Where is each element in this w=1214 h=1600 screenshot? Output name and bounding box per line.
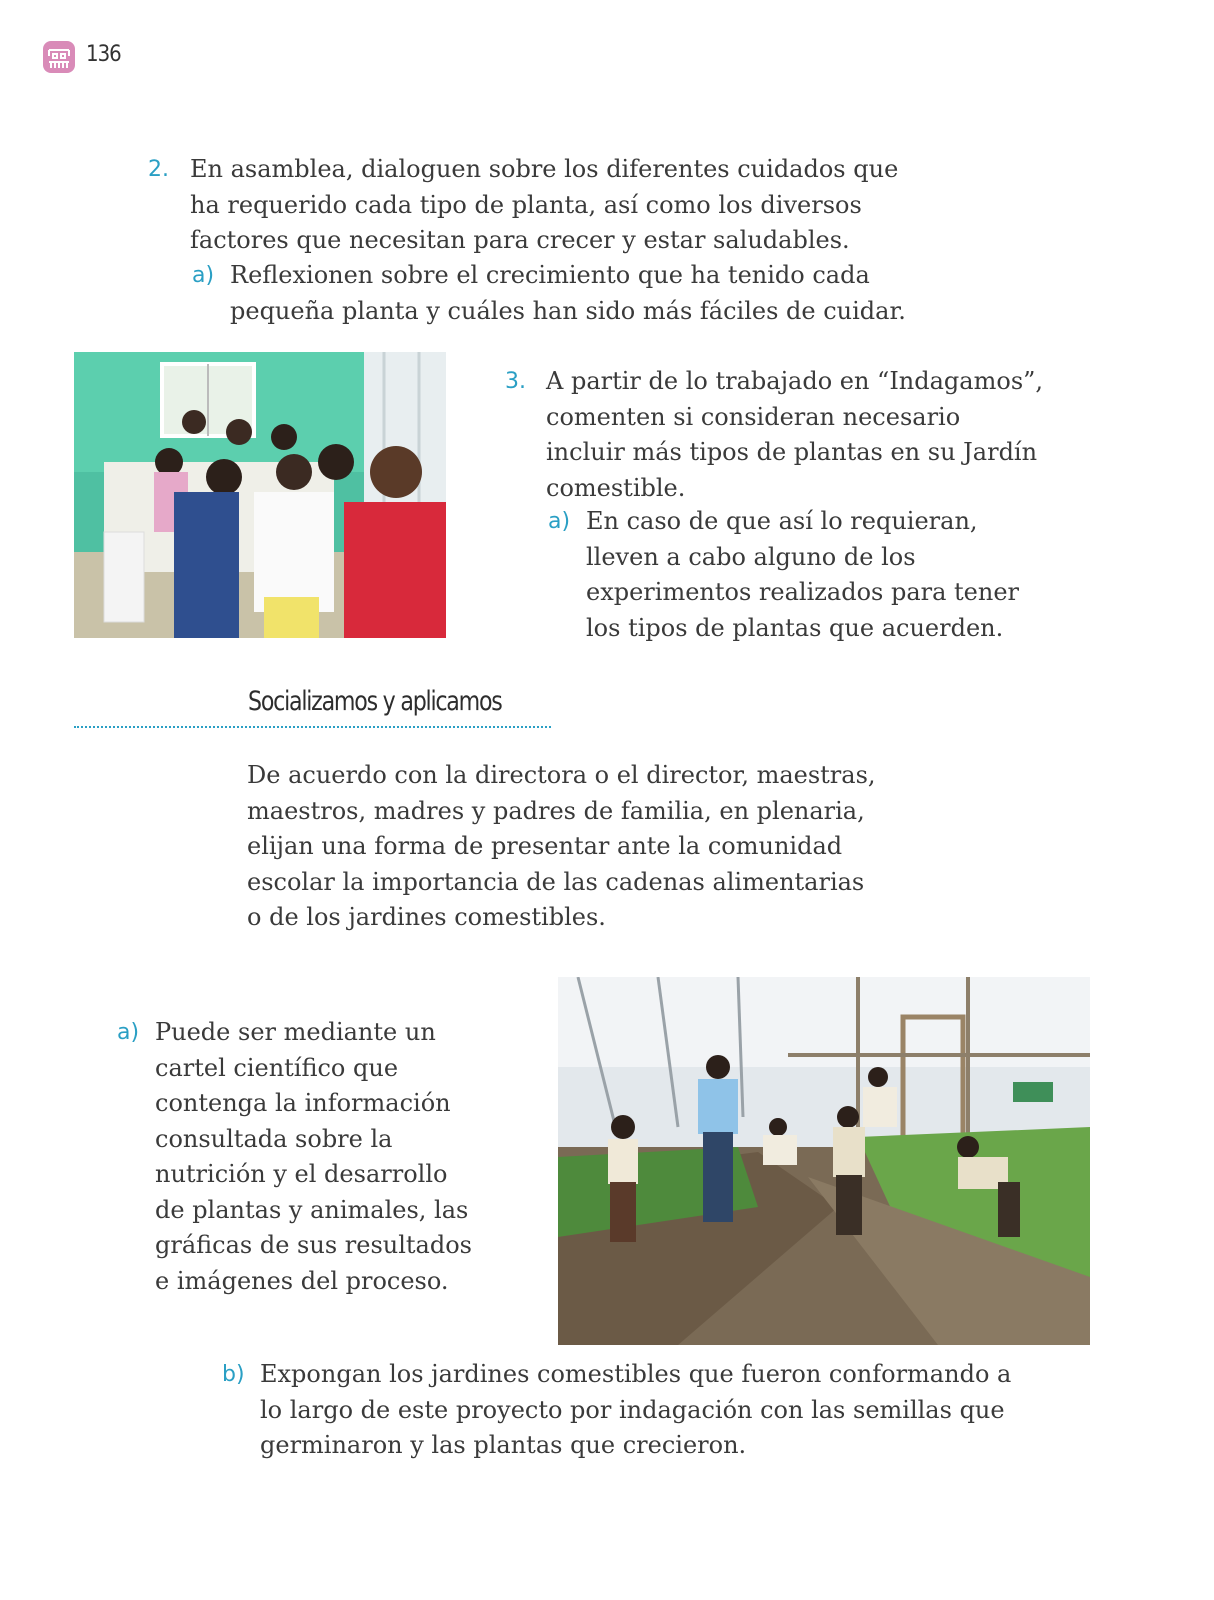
item-3-text: A partir de lo trabajado en “Indagamos”, comenten si consideran necesario incluir más tipos de plantas en su Jardín comestible. bbox=[546, 367, 1044, 502]
section-a-text: Puede ser mediante un cartel científico que contenga la información consultada sobre la nutrición y el desarrollo de plantas y animales, las gráficas de sus resultados e imágenes del proceso. bbox=[155, 1018, 472, 1295]
section-intro: De acuerdo con la directora o el director, maestras, maestros, madres y padres de familia, en plenaria, elijan una forma de presentar ante la comunidad escolar la importancia de las cadenas alimentarias o de los jardines comestibles. bbox=[247, 761, 876, 931]
section-a-label: a) bbox=[117, 1020, 140, 1045]
page-badge-icon bbox=[42, 40, 76, 74]
section-heading: Socializamos y aplicamos bbox=[248, 686, 502, 717]
greenhouse-photo bbox=[558, 977, 1090, 1345]
item-2a-label: a) bbox=[192, 263, 215, 288]
item-3a-label: a) bbox=[548, 509, 571, 534]
item-3a-text: En caso de que así lo requieran, lleven a cabo alguno de los experimentos realizados para tener los tipos de plantas que acuerden. bbox=[586, 507, 1020, 642]
section-divider bbox=[74, 726, 551, 728]
section-b-label: b) bbox=[222, 1362, 245, 1387]
item-2-text: En asamblea, dialoguen sobre los diferentes cuidados que ha requerido cada tipo de planta, así como los diversos factores que necesitan para crecer y estar saludables. bbox=[190, 155, 899, 254]
page-number: 136 bbox=[86, 42, 121, 67]
item-2a-text: Reflexionen sobre el crecimiento que ha tenido cada pequeña planta y cuáles han sido más fáciles de cuidar. bbox=[230, 261, 906, 325]
section-b-text: Expongan los jardines comestibles que fueron conformando a lo largo de este proyecto por indagación con las semillas que germinaron y las plantas que crecieron. bbox=[260, 1360, 1012, 1459]
item-3-number: 3. bbox=[505, 369, 526, 394]
classroom-photo bbox=[74, 352, 446, 638]
item-2-number: 2. bbox=[148, 157, 169, 182]
